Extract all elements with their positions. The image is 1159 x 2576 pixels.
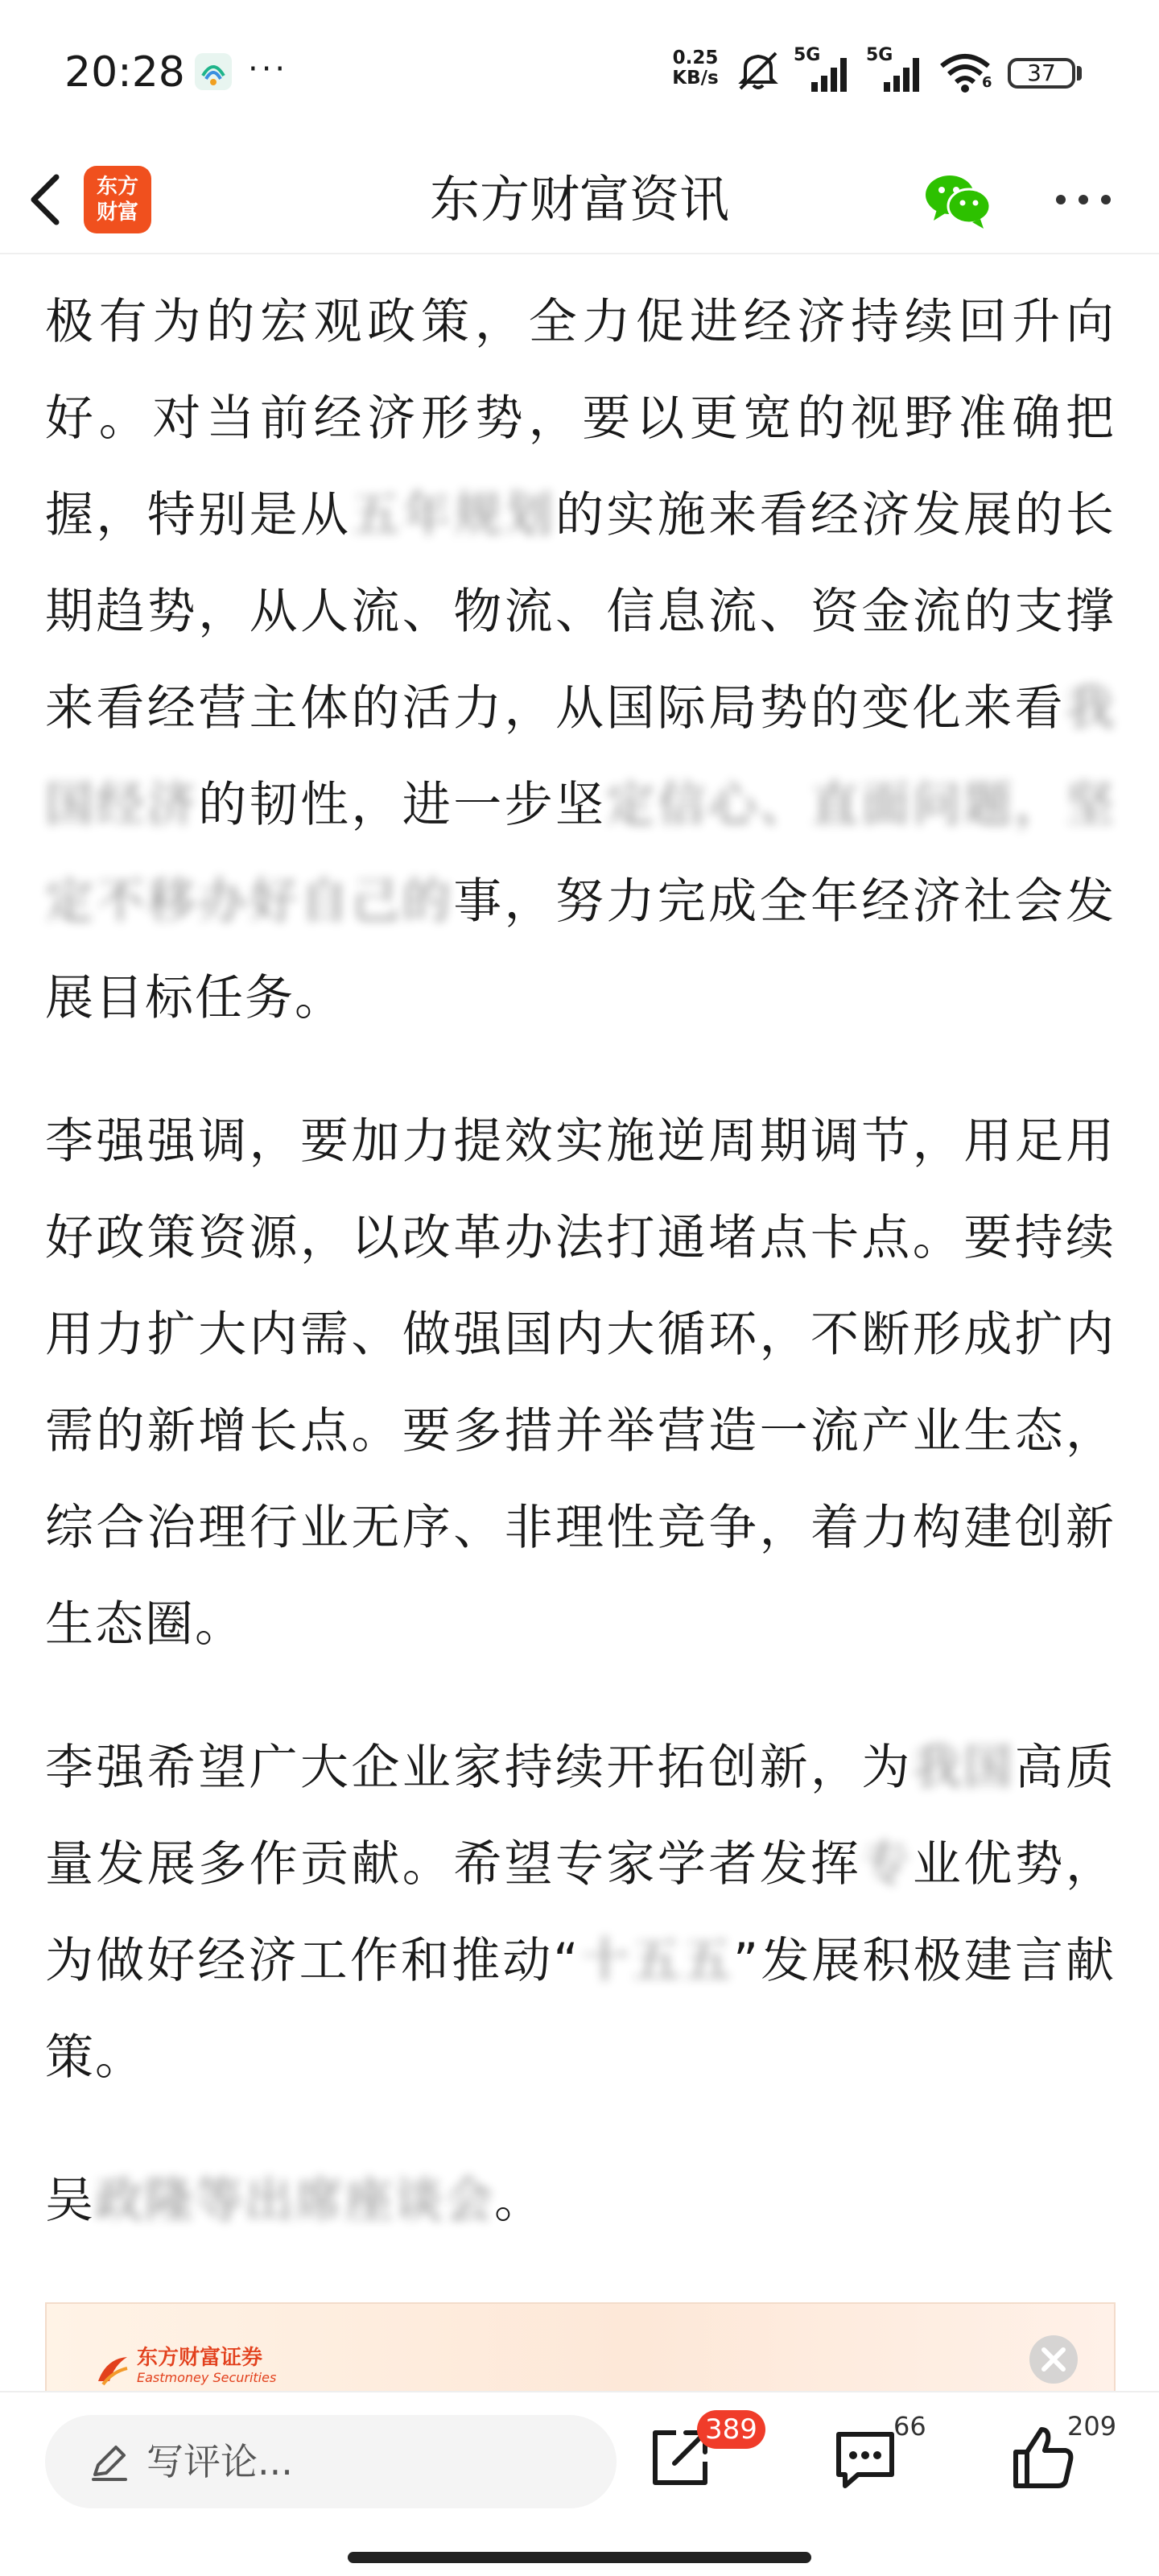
app-logo-line1: 东方 bbox=[96, 175, 138, 199]
blurred-text: 政隆等出席座谈会 bbox=[95, 2173, 494, 2229]
network-speed-unit: KB/s bbox=[672, 68, 719, 89]
comment-placeholder: 写评论... bbox=[146, 2440, 293, 2483]
network-speed-value: 0.25 bbox=[672, 47, 719, 68]
article-paragraph-1: 极有为的宏观政策，全力促进经济持续回升向好。对当前经济形势，要以更宽的视野准确把握，特别是从五年规划的实施来看经济发展的长期趋势，从人流、物流、信息流、资金流的支撑来看经营主体的活力，从国际局势的变化来看我国经济的韧性，进一步坚定信心、直面问题，坚定不移办好自己的事，努力完成全年经济社会发展目标任务。 bbox=[45, 294, 1116, 1026]
ad-brand: 东方财富证券 bbox=[137, 2346, 263, 2370]
article-body bbox=[45, 274, 1116, 2296]
status-bar bbox=[0, 0, 1159, 145]
close-icon[interactable] bbox=[1027, 2333, 1080, 2386]
bottom-action-bar bbox=[0, 2391, 1159, 2576]
app-logo[interactable] bbox=[84, 166, 151, 233]
signal-icon bbox=[884, 56, 926, 92]
mute-icon bbox=[734, 47, 782, 95]
blurred-text: 定信心、直面问题，坚定不移办好自己的 bbox=[45, 777, 1116, 930]
article-paragraph-3: 李强希望广大企业家持续开拓创新，为我国高质量发展多作贡献。希望专家学者发挥专业优势，为做好经济工作和推动“十五五”发展积极建言献策。 bbox=[45, 1740, 1116, 2086]
signal-1-label: 5G bbox=[794, 45, 821, 65]
wechat-icon[interactable] bbox=[918, 159, 998, 240]
ad-banner[interactable] bbox=[45, 2302, 1116, 2391]
more-dots-icon[interactable] bbox=[1043, 177, 1124, 222]
page-title: 东方财富资讯 bbox=[429, 170, 729, 229]
chevron-left-icon[interactable] bbox=[14, 167, 79, 232]
wifi-label: 6 bbox=[982, 74, 992, 91]
battery-tip bbox=[1077, 66, 1082, 80]
blurred-text: 五年规划 bbox=[351, 487, 556, 543]
signal-icon bbox=[811, 56, 853, 92]
network-speed bbox=[666, 48, 724, 89]
nav-bar bbox=[0, 145, 1159, 254]
blurred-text: 我国 bbox=[912, 1740, 1015, 1796]
comment-input[interactable] bbox=[45, 2415, 617, 2508]
blurred-text: 我国经济 bbox=[45, 680, 1116, 833]
app-notification-icon bbox=[193, 52, 233, 92]
like-count: 209 bbox=[1067, 2411, 1117, 2442]
status-time: 20:28 bbox=[64, 48, 185, 97]
comment-count: 66 bbox=[893, 2411, 926, 2442]
home-indicator[interactable] bbox=[348, 2552, 811, 2563]
pencil-icon bbox=[87, 2439, 132, 2484]
signal-2-label: 5G bbox=[866, 45, 893, 65]
blurred-text: 专 bbox=[861, 1836, 913, 1893]
status-more-dots: ··· bbox=[248, 51, 289, 88]
share-count-badge: 389 bbox=[697, 2410, 765, 2449]
app-logo-line2: 财富 bbox=[96, 200, 138, 225]
battery-level: 37 bbox=[1027, 60, 1056, 86]
ad-brand-en: Eastmoney Securities bbox=[137, 2370, 277, 2385]
article-paragraph-2: 李强强调，要加力提效实施逆周期调节，用足用好政策资源，以改革办法打通堵点卡点。要持续用力扩大内需、做强国内大循环，不断形成扩内需的新增长点。要多措并举营造一流产业生态，综合治理行业无序、非理性竞争，着力构建创新生态圈。 bbox=[45, 1113, 1116, 1653]
comment-icon[interactable] bbox=[829, 2421, 901, 2494]
blurred-text: 十五五 bbox=[580, 1933, 733, 1989]
battery-icon bbox=[1008, 58, 1075, 89]
article-paragraph-4: 吴政隆等出席座谈会。 bbox=[45, 2173, 544, 2229]
eastmoney-logo-icon bbox=[95, 2354, 130, 2386]
